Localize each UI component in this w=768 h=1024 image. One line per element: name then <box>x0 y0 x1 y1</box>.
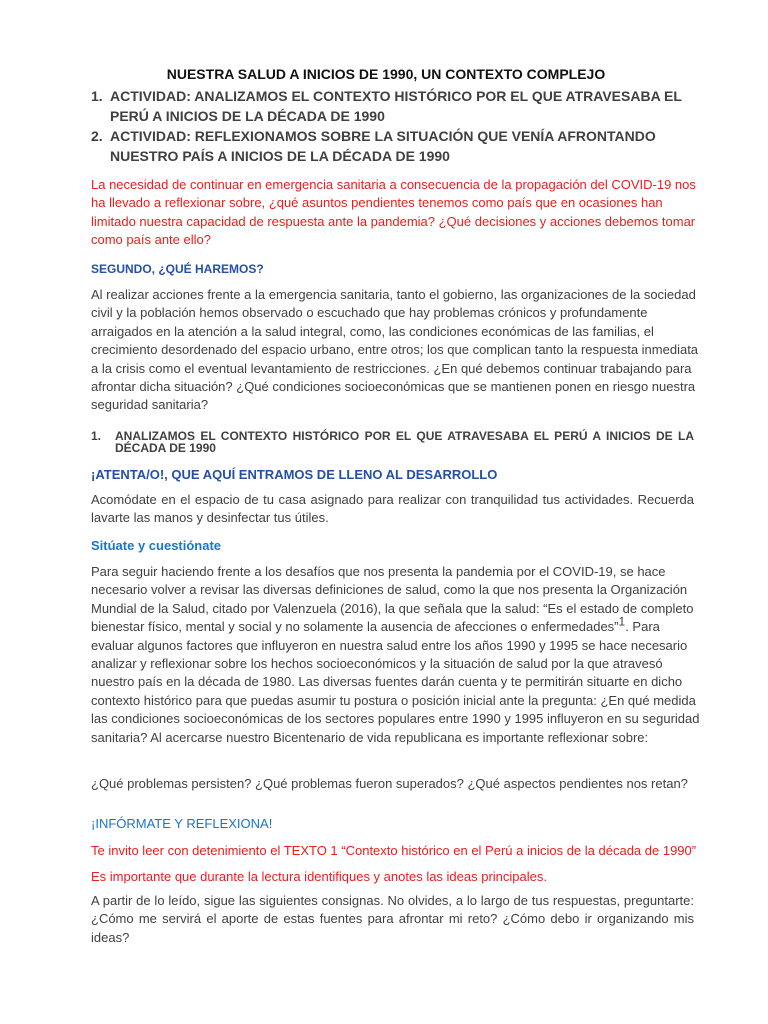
intro-paragraph: La necesidad de continuar en emergencia sanitaria a consecuencia de la propagación del COVID-19 nos ha llevado a reflexionar sobre, ¿qué asuntos pendientes tenemos como país que en ocasiones han limitado nuestra capacidad de respuesta ante la pandemia? ¿Qué decisiones y acciones debemos tomar como país ante ello? <box>91 177 696 248</box>
final-paragraph: A partir de lo leído, sigue las siguientes consignas. No olvides, a lo largo de tus respuestas, preguntarte: ¿Cómo me servirá el aporte de estas fuentes para afrontar mi reto? ¿Cómo debo ir organizando mis ideas? <box>91 893 694 945</box>
activity-2-text: ACTIVIDAD: REFLEXIONAMOS SOBRE LA SITUACIÓN QUE VENÍA AFRONTANDO NUESTRO PAÍS A INICIOS DE LA DÉCADA DE 1990 <box>110 128 656 164</box>
situate-questions: ¿Qué problemas persisten? ¿Qué problemas fueron superados? ¿Qué aspectos pendientes nos retan? <box>91 776 688 791</box>
activity-2-number: 2. <box>91 128 103 144</box>
situate-heading: Sitúate y cuestiónate <box>91 538 222 553</box>
section-1-heading <box>91 430 694 454</box>
informate-heading: ¡INFÓRMATE Y REFLEXIONA! <box>91 816 273 831</box>
activity-2 <box>91 126 691 166</box>
atento-heading: ¡ATENTA/O!, QUE AQUÍ ENTRAMOS DE LLENO AL DESARROLLO <box>91 467 498 482</box>
activity-1-number: 1. <box>91 88 103 104</box>
situate-text-part-1: Para seguir haciendo frente a los desafíos que nos presenta la pandemia por el COVID-19, se hace necesario volver a revisar las diversas definiciones de salud, como la que nos presenta la Organización Mundial de la Salud, citado por Valenzuela (2016), la que señala que la salud: “Es el estado de completo bienestar físico, mental y social y no solamente la ausencia de afecciones o enfermedades” <box>91 564 694 635</box>
situate-paragraph <box>91 563 703 747</box>
footnote-marker: 1 <box>618 614 626 629</box>
segundo-heading: SEGUNDO, ¿QUÉ HAREMOS? <box>91 262 264 276</box>
activity-1-text: ACTIVIDAD: ANALIZAMOS EL CONTEXTO HISTÓRICO POR EL QUE ATRAVESABA EL PERÚ A INICIOS DE LA DÉCADA DE 1990 <box>110 88 682 124</box>
document-title: NUESTRA SALUD A INICIOS DE 1990, UN CONTEXTO COMPLEJO <box>166 66 606 82</box>
section-1-text: ANALIZAMOS EL CONTEXTO HISTÓRICO POR EL QUE ATRAVESABA EL PERÚ A INICIOS DE LA DÉCADA DE 1990 <box>115 429 694 455</box>
important-text: Es importante que durante la lectura identifiques y anotes las ideas principales. <box>91 869 547 884</box>
invite-text: Te invito leer con detenimiento el TEXTO 1 “Contexto histórico en el Perú a inicios de la década de 1990” <box>91 843 697 858</box>
atento-paragraph: Acomódate en el espacio de tu casa asignado para realizar con tranquilidad tus actividades. Recuerda lavarte las manos y desinfectar tus útiles. <box>91 492 694 526</box>
segundo-paragraph: Al realizar acciones frente a la emergencia sanitaria, tanto el gobierno, las organizaciones de la sociedad civil y la población hemos observado o escuchado que hay problemas crónicos y profundamente arraigados en la atención a la salud integral, como, las condiciones económicas de las familias, el crecimiento desordenado del espacio urbano, entre otros; los que complican tanto la respuesta inmediata a la crisis como el eventual levantamiento de restricciones. ¿En qué debemos continuar trabajando para afrontar dicha situación? ¿Qué condiciones socioeconómicas que se mantienen ponen en riesgo nuestra seguridad sanitaria? <box>91 287 699 413</box>
situate-text-part-2: . Para evaluar algunos factores que influyeron en nuestra salud entre los años 1990 y 1995 se hace necesario analizar y reflexionar sobre los hechos socioeconómicos y la situación de salud por la que atravesó nuestro país en la década de 1980. Las diversas fuentes darán cuenta y te permitirán situarte en dicho contexto histórico para que puedas asumir tu postura o posición inicial ante la pregunta: ¿En qué medida las condiciones socioeconómicas de los sectores populares entre 1990 y 1995 influyeron en su seguridad sanitaria? Al acercarse nuestro Bicentenario de vida republicana es importante reflexionar sobre: <box>91 619 700 745</box>
section-1-number: 1. <box>91 429 102 443</box>
activity-1 <box>91 86 691 126</box>
